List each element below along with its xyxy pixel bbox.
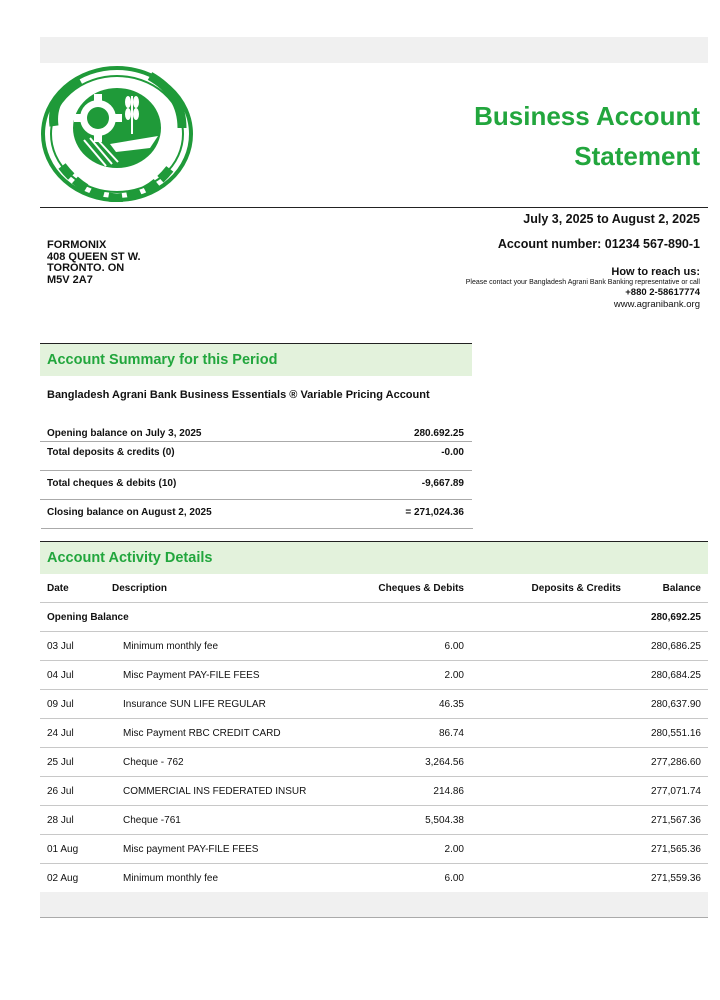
customer-name: FORMONIX (47, 239, 107, 251)
summary-label: Total deposits & credits (0) (47, 447, 175, 458)
row-date: 26 Jul (47, 786, 74, 797)
table-row (40, 864, 708, 893)
bank-logo (40, 66, 194, 202)
table-row (40, 748, 708, 777)
opening-balance: 280,692.25 (650, 612, 701, 623)
table-row (40, 719, 708, 748)
summary-row (40, 442, 472, 471)
summary-product-name: Bangladesh Agrani Bank Business Essentials ® Variable Pricing Account (47, 389, 430, 401)
row-description: Cheque -761 (123, 815, 181, 826)
col-balance: Balance (662, 583, 701, 594)
row-debit: 2.00 (444, 670, 464, 681)
summary-heading: Account Summary for this Period (40, 343, 472, 376)
row-description: Misc Payment RBC CREDIT CARD (123, 728, 281, 739)
row-date: 02 Aug (47, 873, 79, 884)
contact-text: Please contact your Bangladesh Agrani Bank Banking representative or call (465, 279, 700, 286)
row-description: COMMERCIAL INS FEDERATED INSUR (123, 786, 307, 797)
row-date: 04 Jul (47, 670, 74, 681)
col-credits: Deposits & Credits (531, 583, 621, 594)
row-balance: 271,565.36 (650, 844, 701, 855)
summary-value: 280.692.25 (413, 428, 464, 439)
row-debit: 5,504.38 (425, 815, 464, 826)
summary-label: Opening balance on July 3, 2025 (47, 428, 202, 439)
row-balance: 280,637.90 (650, 699, 701, 710)
row-debit: 86.74 (438, 728, 464, 739)
row-debit: 6.00 (444, 641, 464, 652)
row-balance: 280,551.16 (650, 728, 701, 739)
row-description: Cheque - 762 (123, 757, 184, 768)
summary-row (40, 424, 472, 442)
row-balance: 271,559.36 (650, 873, 701, 884)
row-description: Insurance SUN LIFE REGULAR (123, 699, 266, 710)
row-debit: 3,264.56 (425, 757, 464, 768)
col-debits: Cheques & Debits (378, 583, 464, 594)
customer-postal: M5V 2A7 (47, 273, 93, 286)
customer-street: 408 QUEEN ST W. (47, 250, 141, 263)
row-balance: 271,567.36 (650, 815, 701, 826)
account-number: Account number: 01234 567-890-1 (497, 237, 700, 251)
bottom-band (40, 892, 708, 918)
summary-label: Closing balance on August 2, 2025 (47, 507, 212, 518)
col-date: Date (47, 583, 69, 594)
row-debit: 214.86 (433, 786, 464, 797)
top-band (40, 37, 708, 63)
opening-balance-row (40, 603, 708, 632)
title-line-2: Statement (574, 141, 700, 171)
table-row (40, 632, 708, 661)
row-date: 01 Aug (47, 844, 79, 855)
customer-address (47, 240, 141, 286)
activity-heading: Account Activity Details (40, 541, 708, 574)
summary-row (40, 471, 472, 500)
col-description: Description (112, 583, 168, 594)
contact-website[interactable]: www.agranibank.org (613, 299, 700, 310)
contact-heading: How to reach us: (611, 266, 700, 278)
title-line-1: Business Account (474, 101, 700, 131)
summary-label: Total cheques & debits (10) (47, 478, 177, 489)
row-date: 03 Jul (47, 641, 74, 652)
row-balance: 280,684.25 (650, 670, 701, 681)
header-divider (40, 207, 708, 208)
table-row (40, 806, 708, 835)
row-debit: 6.00 (444, 873, 464, 884)
table-row (40, 777, 708, 806)
row-balance: 277,071.74 (650, 786, 701, 797)
table-row (40, 690, 708, 719)
row-debit: 46.35 (438, 699, 464, 710)
row-debit: 2.00 (444, 844, 464, 855)
activity-header-row (40, 574, 708, 603)
summary-value: -9,667.89 (421, 478, 464, 489)
row-balance: 280,686.25 (650, 641, 701, 652)
contact-phone: +880 2-58617774 (625, 287, 700, 298)
row-date: 28 Jul (47, 815, 74, 826)
opening-label: Opening Balance (47, 612, 129, 623)
statement-period: July 3, 2025 to August 2, 2025 (523, 212, 700, 226)
row-date: 09 Jul (47, 699, 74, 710)
contact-info (360, 266, 700, 310)
activity-table (40, 574, 708, 893)
summary-table (40, 424, 472, 529)
summary-value: -0.00 (441, 447, 464, 458)
summary-value: = 271,024.36 (405, 507, 464, 518)
summary-row (40, 500, 472, 529)
table-row (40, 661, 708, 690)
row-date: 25 Jul (47, 757, 74, 768)
row-description: Minimum monthly fee (123, 873, 219, 884)
table-row (40, 835, 708, 864)
agrani-bank-logo-icon (40, 66, 194, 202)
row-description: Minimum monthly fee (123, 641, 219, 652)
row-date: 24 Jul (47, 728, 74, 739)
customer-city: TORONTO. ON (47, 262, 125, 274)
statement-title (400, 96, 700, 176)
row-balance: 277,286.60 (650, 757, 701, 768)
row-description: Misc Payment PAY-FILE FEES (123, 670, 260, 681)
row-description: Misc payment PAY-FILE FEES (123, 844, 259, 855)
